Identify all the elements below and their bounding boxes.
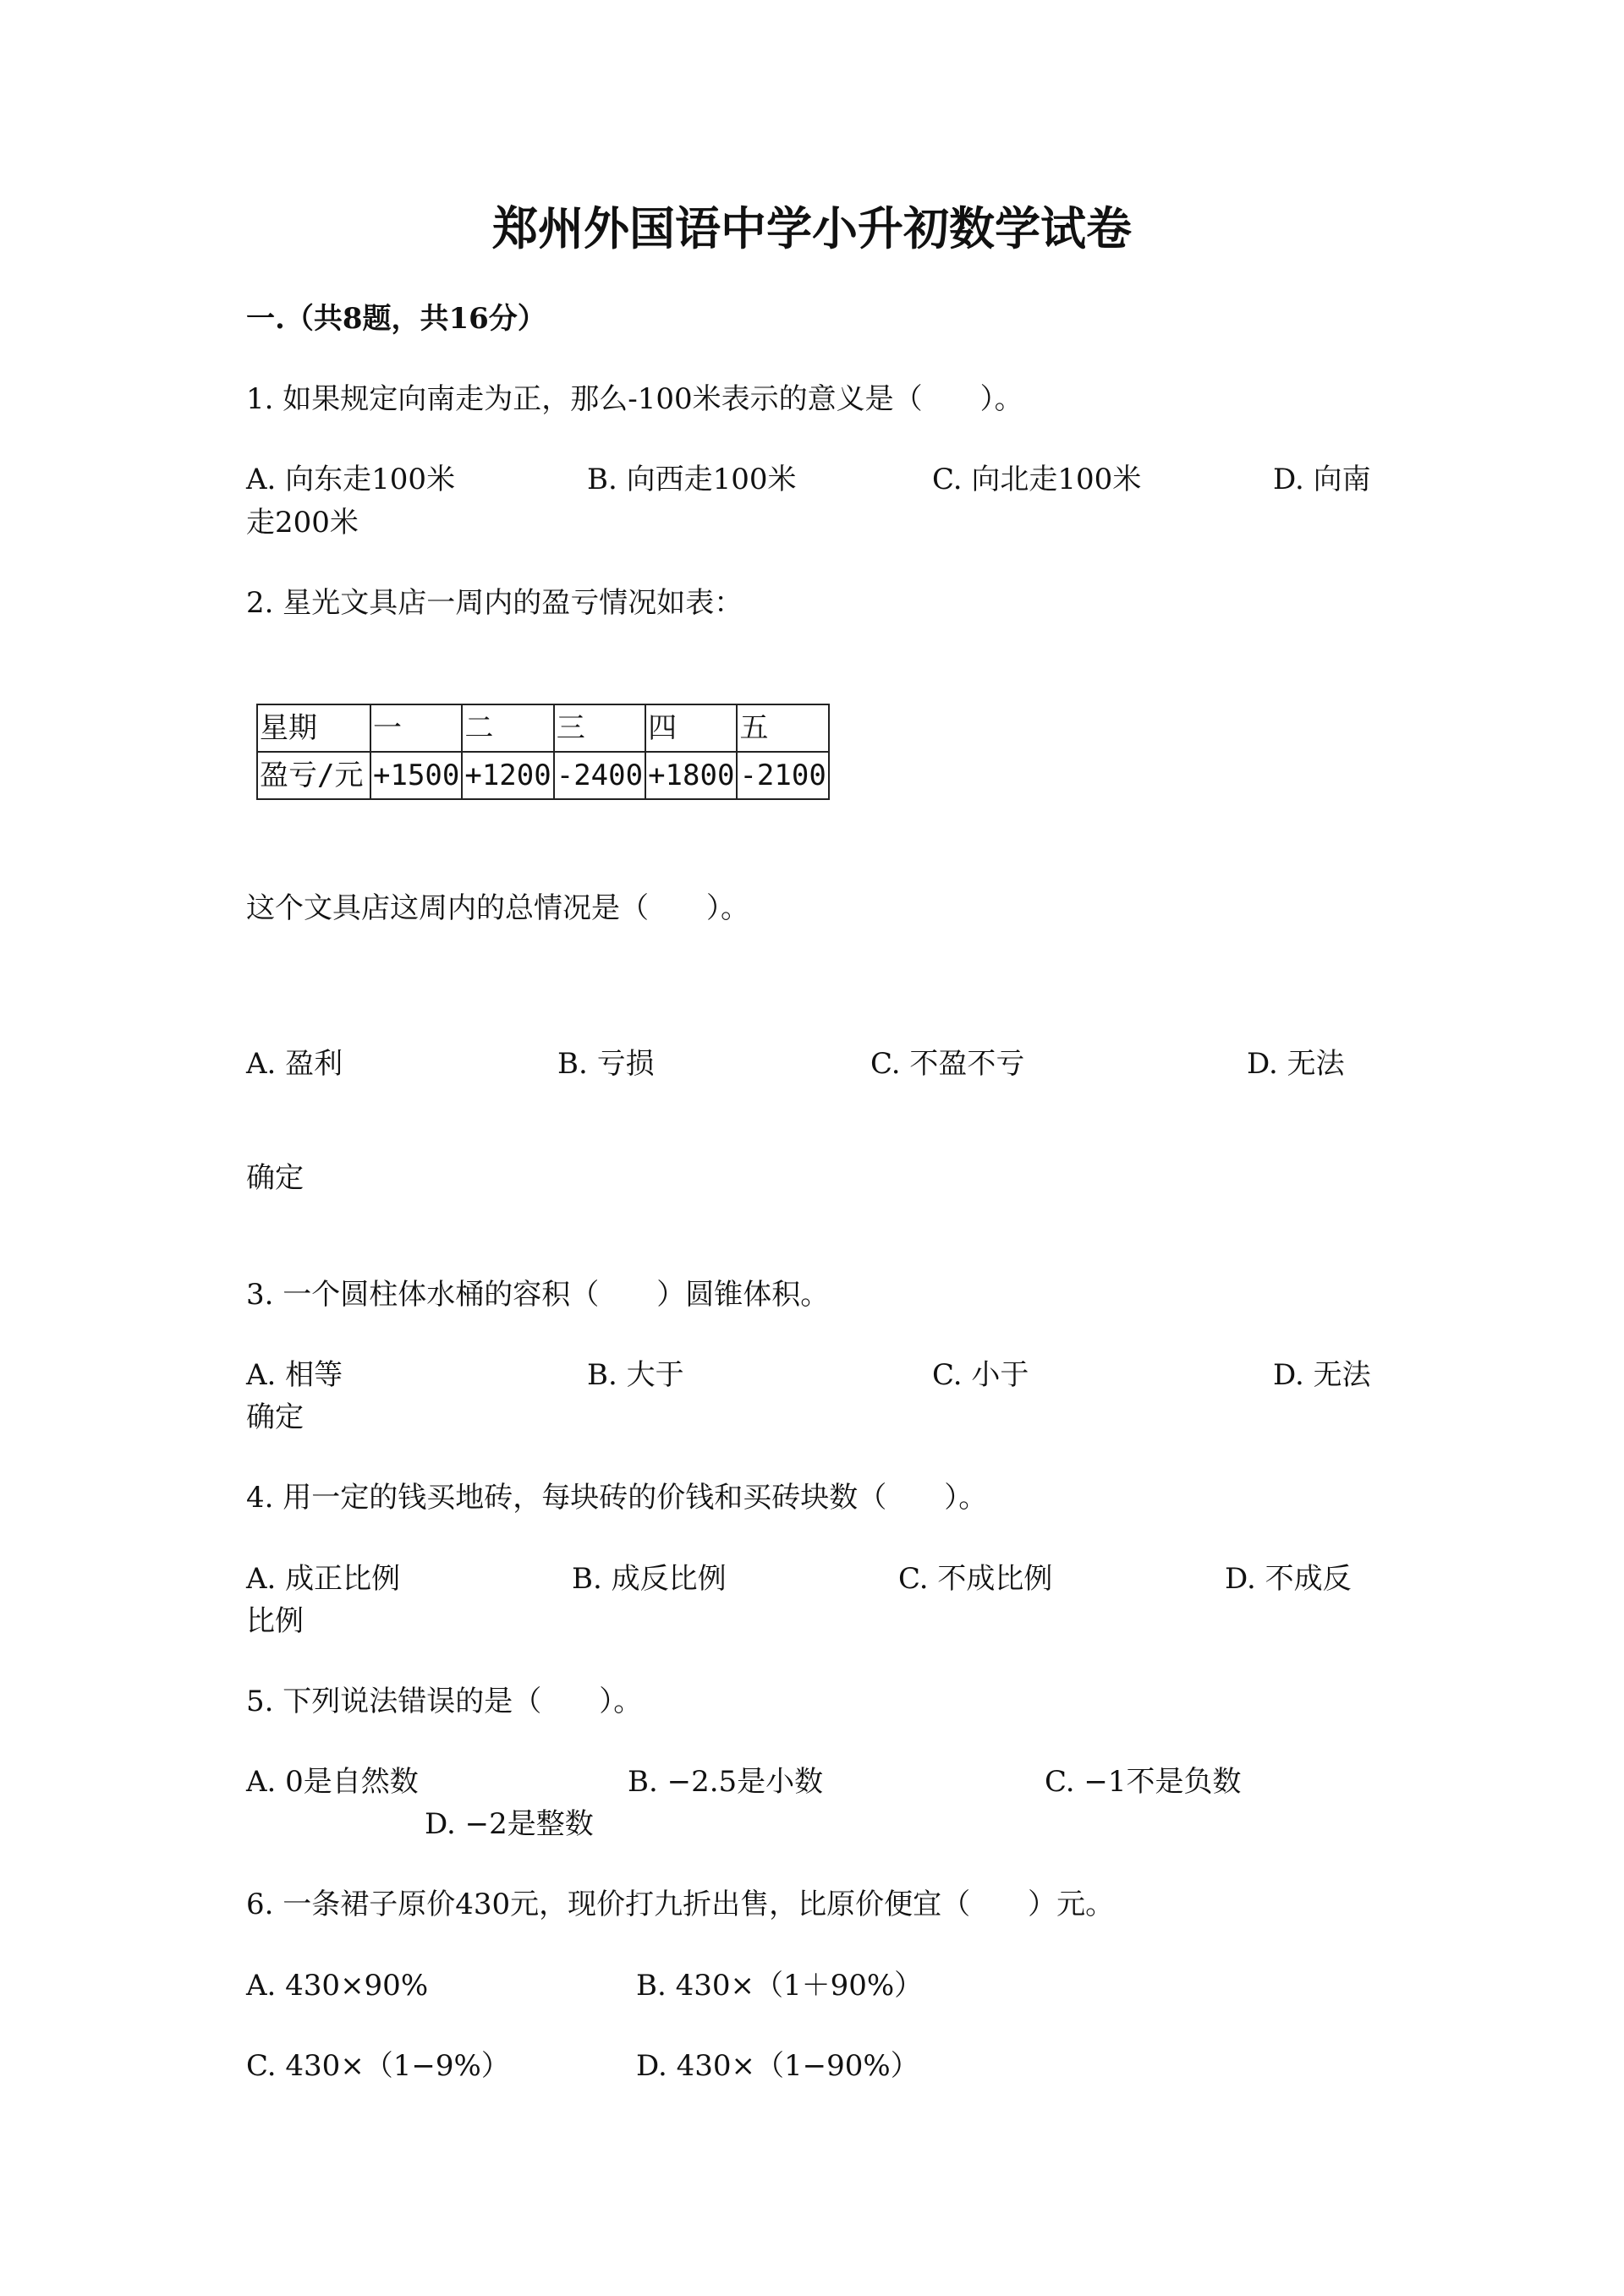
profit-loss-table — [256, 704, 830, 800]
table-cell: 一 — [370, 704, 462, 752]
q2-option-d: D. 无法 — [1247, 1047, 1345, 1081]
q2-option-b: B. 亏损 — [557, 1047, 655, 1081]
q5-option-b: B. −2.5是小数 — [628, 1765, 824, 1799]
q1-option-c: C. 向北走100米 — [932, 463, 1142, 496]
q3-option-d: D. 无法 — [1273, 1358, 1371, 1392]
q4-option-d: D. 不成反 — [1225, 1562, 1352, 1596]
table-header-row — [257, 704, 829, 752]
page-title: 郑州外国语中学小升初数学试卷 — [492, 201, 1132, 255]
question-4: 4. 用一定的钱买地砖，每块砖的价钱和买砖块数（ ）。 — [246, 1481, 988, 1515]
q1-option-d-wrap: 走200米 — [246, 506, 359, 540]
q2-option-a: A. 盈利 — [246, 1047, 343, 1081]
table-cell: 二 — [462, 704, 553, 752]
table-cell: +1500 — [370, 752, 462, 799]
table-cell: 星期 — [257, 704, 370, 752]
q1-option-a: A. 向东走100米 — [246, 463, 456, 496]
q6-option-b: B. 430×（1＋90%） — [636, 1969, 924, 2003]
q2-option-d-wrap: 确定 — [246, 1161, 304, 1195]
table-cell: -2100 — [737, 752, 828, 799]
question-3: 3. 一个圆柱体水桶的容积（ ）圆锥体积。 — [246, 1278, 830, 1312]
table-row — [257, 752, 829, 799]
q5-option-c: C. −1不是负数 — [1045, 1765, 1242, 1799]
q3-option-d-wrap: 确定 — [246, 1400, 304, 1434]
table-cell: -2400 — [554, 752, 645, 799]
q6-option-c: C. 430×（1−9%） — [246, 2049, 510, 2083]
q3-option-b: B. 大于 — [587, 1358, 684, 1392]
q6-option-a: A. 430×90% — [246, 1969, 429, 2003]
question-6: 6. 一条裙子原价430元，现价打九折出售，比原价便宜（ ）元。 — [246, 1888, 1115, 1921]
q5-option-d: D. −2是整数 — [425, 1807, 594, 1841]
table-cell: 四 — [645, 704, 737, 752]
q4-option-b: B. 成反比例 — [572, 1562, 727, 1596]
q1-option-b: B. 向西走100米 — [587, 463, 797, 496]
q3-option-a: A. 相等 — [246, 1358, 343, 1392]
question-5: 5. 下列说法错误的是（ ）。 — [246, 1685, 643, 1718]
q2-option-c: C. 不盈不亏 — [870, 1047, 1025, 1081]
table-cell: 盈亏/元 — [257, 752, 370, 799]
table-cell: 五 — [737, 704, 828, 752]
q4-option-c: C. 不成比例 — [898, 1562, 1053, 1596]
q3-option-c: C. 小于 — [932, 1358, 1029, 1392]
q5-option-a: A. 0是自然数 — [246, 1765, 419, 1799]
question-1: 1. 如果规定向南走为正，那么-100米表示的意义是（ ）。 — [246, 382, 1023, 416]
table-cell: 三 — [554, 704, 645, 752]
question-2-prompt: 这个文具店这周内的总情况是（ ）。 — [246, 891, 749, 925]
q6-option-d: D. 430×（1−90%） — [636, 2049, 919, 2083]
section-header: 一.（共8题，共16分） — [246, 302, 546, 336]
q4-option-a: A. 成正比例 — [246, 1562, 401, 1596]
q4-option-d-wrap: 比例 — [246, 1604, 304, 1638]
q1-option-d: D. 向南 — [1273, 463, 1371, 496]
table-cell: +1800 — [645, 752, 737, 799]
question-2: 2. 星光文具店一周内的盈亏情况如表： — [246, 586, 743, 620]
table-cell: +1200 — [462, 752, 553, 799]
